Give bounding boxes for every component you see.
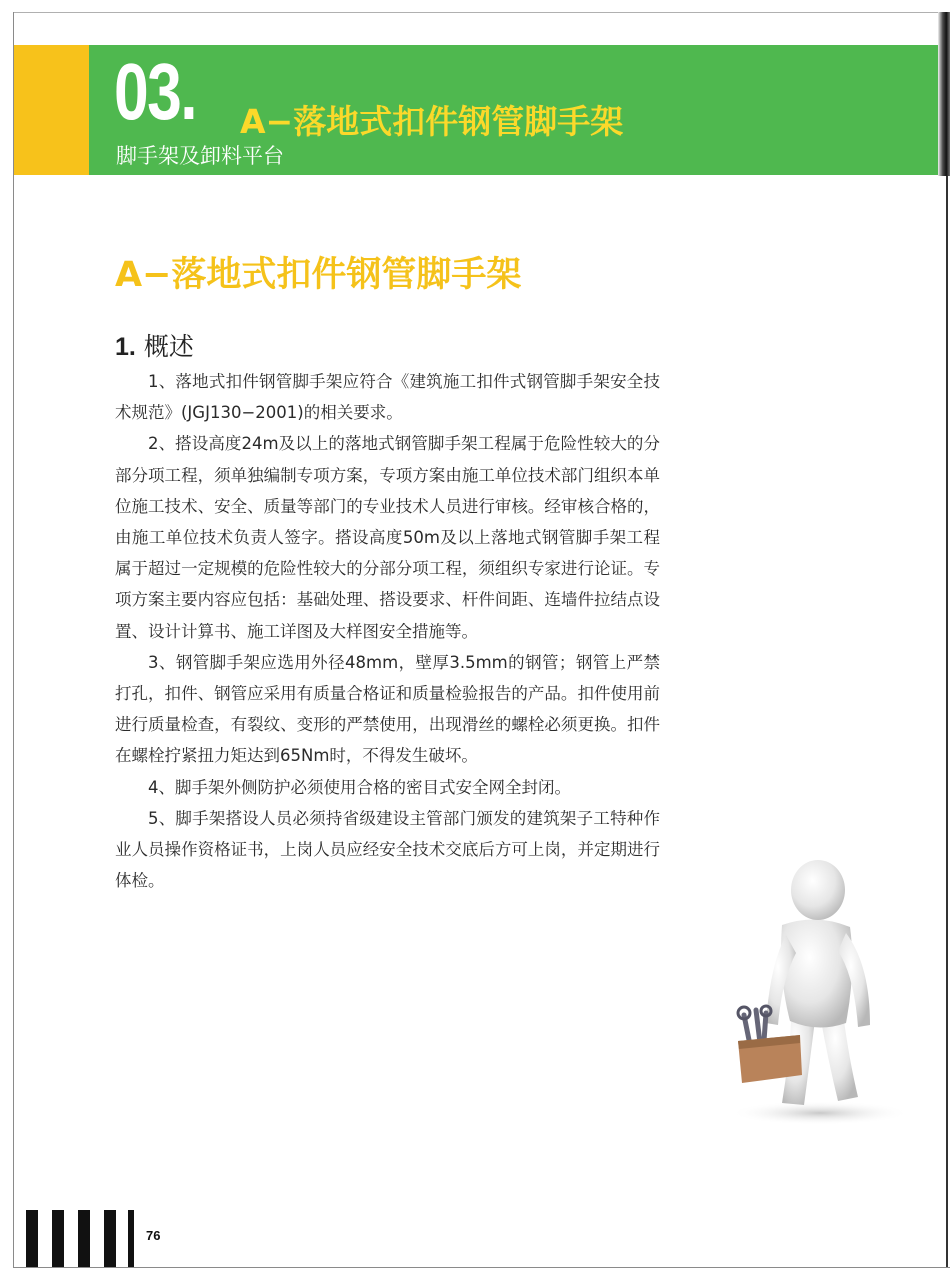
sub-heading-label: 概述 [143,332,194,361]
body-text [115,366,660,896]
paragraph-3: 3、钢管脚手架应选用外径48mm，壁厚3.5mm的钢管；钢管上严禁打孔，扣件、钢管应采用有质量合格证和质量检验报告的产品。扣件使用前进行质量检查，有裂纹、变形的严禁使用，出现滑丝的螺栓必须更换。扣件在螺栓拧紧扭力矩达到65Nm时，不得发生破坏。 [115,652,660,766]
paragraph-2: 2、搭设高度24m及以上的落地式钢管脚手架工程属于危险性较大的分部分项工程，须单独编制专项方案，专项方案由施工单位技术部门组织本单位施工技术、安全、质量等部门的专业技术人员进行审核。经审核合格的，由施工单位技术负责人签字。搭设高度50m及以上落地式钢管脚手架工程属于超过一定规模的危险性较大的分部分项工程，须组织专家进行论证。专项方案主要内容应包括：基础处理、搭设要求、杆件间距、连墙件拉结点设置、设计计算书、施工详图及大样图安全措施等。 [115,434,660,641]
paragraph-5: 5、脚手架搭设人员必须持省级建设主管部门颁发的建筑架子工特种作业人员操作资格证书，上岗人员应经安全技术交底后方可上岗，并定期进行体检。 [115,808,660,891]
footer-stripe [52,1210,64,1267]
chapter-title: A−落地式扣件钢管脚手架 [240,102,624,141]
paragraph-1: 1、落地式扣件钢管脚手架应符合《建筑施工扣件式钢管脚手架安全技术规范》(JGJ130−2001)的相关要求。 [115,372,660,423]
adjacent-page-edge [938,12,950,176]
page-number: 76 [146,1228,161,1243]
chapter-subtitle: 脚手架及卸料平台 [116,144,284,168]
footer-stripe [26,1210,38,1267]
worker-with-toolbox-icon [720,855,910,1125]
sub-heading [115,327,194,363]
page-border-left [13,12,14,1267]
section-title: A−落地式扣件钢管脚手架 [115,255,522,295]
footer-stripes [14,1210,134,1267]
page-border-top [13,12,950,13]
paragraph-4: 4、脚手架外侧防护必须使用合格的密目式安全网全封闭。 [148,777,571,797]
page-border-bottom [13,1267,950,1268]
sub-heading-number: 1. [115,333,136,361]
page-binding-line [946,176,948,1267]
chapter-number: 03. [114,47,197,136]
header-yellow-block [14,45,89,175]
footer-stripe [128,1210,134,1267]
footer-stripe [78,1210,90,1267]
footer-stripe [104,1210,116,1267]
